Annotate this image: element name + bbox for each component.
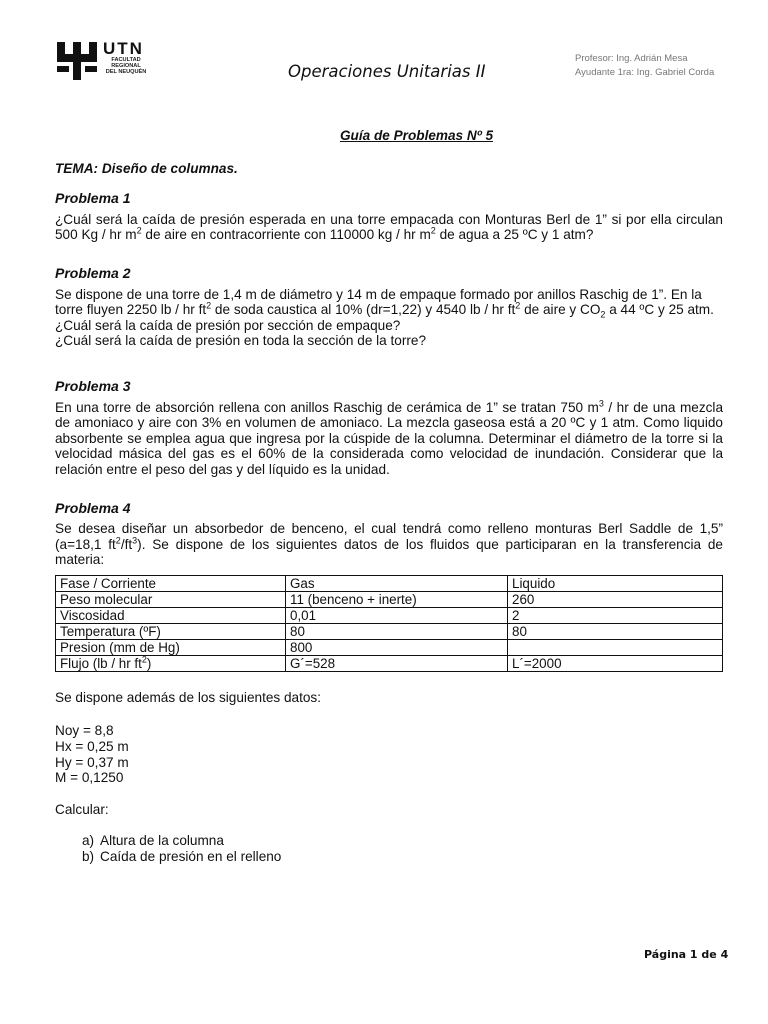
parameter-line: M = 0,1250 bbox=[55, 770, 124, 786]
table-cell: 80 bbox=[286, 623, 508, 639]
problem-2-text: Se dispone de una torre de 1,4 m de diámetro y 14 m de empaque formado por anillos Raschig de 1”. En la torre fluyen 2250 lb / hr $ft^2$ de soda caustica al 10% (dr=1,22) y 4540 lb / hr $ft^2$ de aire y $CO_2$ a 44 ºC y 25 atm. bbox=[55, 286, 714, 320]
topic-line: TEMA: Diseño de columnas. bbox=[55, 160, 238, 176]
list-item bbox=[83, 833, 723, 849]
table-row bbox=[56, 655, 723, 671]
task-text: Caída de presión en el relleno bbox=[100, 849, 282, 865]
table-cell: Peso molecular bbox=[56, 591, 286, 607]
table-cell: Temperatura (ºF) bbox=[56, 623, 286, 639]
parameter-line: Hx = 0,25 m bbox=[55, 739, 129, 755]
table-cell bbox=[508, 639, 723, 655]
table-row bbox=[56, 607, 723, 623]
table-cell: 260 bbox=[508, 591, 723, 607]
table-cell: 800 bbox=[286, 639, 508, 655]
professor-line: Profesor: Ing. Adrián Mesa bbox=[575, 53, 688, 64]
staff-block bbox=[575, 52, 714, 80]
table-row bbox=[56, 639, 723, 655]
table-cell: Gas bbox=[286, 575, 508, 591]
problem-1-text: ¿Cuál será la caída de presión esperada en una torre empacada con Monturas Berl de 1” si por ella circulan 500 Kg / hr $m^2$ de aire en contracorriente con 110000 kg / hr $m^2$ de agua a 25 ºC y 1 atm? bbox=[55, 211, 723, 243]
assistant-line: Ayudante 1ra: Ing. Gabriel Corda bbox=[575, 67, 715, 78]
table-cell: Fase / Corriente bbox=[56, 575, 286, 591]
list-marker: b) bbox=[82, 849, 95, 865]
problem-3-heading: Problema 3 bbox=[55, 377, 131, 394]
problem-2-heading: Problema 2 bbox=[55, 264, 131, 281]
fluid-data-table bbox=[55, 575, 723, 672]
table-cell: 0,01 bbox=[286, 607, 508, 623]
table-cell: 80 bbox=[508, 623, 723, 639]
table-cell: L´=2000 bbox=[508, 655, 723, 671]
calculate-label: Calcular: bbox=[55, 801, 109, 817]
logo-subtitle-line: DEL NEUQUÉN bbox=[105, 69, 147, 76]
problem-2-question: ¿Cuál será la caída de presión por sección de empaque? bbox=[55, 317, 401, 333]
document-title: Operaciones Unitarias II bbox=[288, 62, 486, 81]
table-cell: Liquido bbox=[508, 575, 723, 591]
table-cell: 2 bbox=[508, 607, 723, 623]
table-cell: Flujo (lb / hr $ft^2$) bbox=[56, 655, 286, 671]
table-row bbox=[56, 623, 723, 639]
table-cell: Viscosidad bbox=[56, 607, 286, 623]
table-row bbox=[56, 591, 723, 607]
task-text: Altura de la columna bbox=[100, 833, 224, 849]
problem-4-intro: Se desea diseñar un absorbedor de benceno, el cual tendrá como relleno monturas Berl Saddle de 1,5” (a=18,1 $ft^2/ft^3$). Se dispone de los siguientes datos de los fluidos que participaran en la transferencia de materia: bbox=[55, 521, 723, 568]
logo-subtitle-line: FACULTAD bbox=[111, 57, 141, 63]
document-body bbox=[55, 128, 723, 865]
table-cell: G´=528 bbox=[286, 655, 508, 671]
additional-data-intro: Se dispone además de los siguientes datos: bbox=[55, 689, 322, 705]
table-header-row bbox=[56, 575, 723, 591]
problem-1-heading: Problema 1 bbox=[55, 190, 131, 207]
logo-subtitle-line: REGIONAL bbox=[111, 63, 141, 70]
problem-4-heading: Problema 4 bbox=[55, 499, 131, 516]
list-marker: a) bbox=[82, 833, 95, 849]
problem-3-text: En una torre de absorción rellena con anillos Raschig de cerámica de 1” se tratan 750 $m^3$ / hr de una mezcla de amoniaco y aire con 3% en volumen de amoniaco. La mezcla gaseosa está a 20 ºC y 1 atm. Como liquido absorbente se emplea agua que ingresa por la cúspide de la columna. Determinar el diámetro de la torre si la velocidad másica del gas es el 60% de la considerada como velocidad de inundación. Considerar que la relación entre el peso del gas y del líquido es la unidad. bbox=[55, 398, 724, 477]
table-cell: Presion (mm de Hg) bbox=[56, 639, 286, 655]
page-number: Página 1 de 4 bbox=[644, 948, 729, 961]
logo-name: UTN bbox=[103, 39, 144, 58]
parameter-list bbox=[55, 723, 723, 785]
logo-text-block bbox=[103, 40, 149, 76]
guide-title: Guía de Problemas Nº 5 bbox=[339, 128, 494, 143]
problem-2-question: ¿Cuál será la caída de presión en toda la sección de la torre? bbox=[55, 333, 427, 349]
task-list bbox=[55, 833, 723, 864]
parameter-line: Noy = 8,8 bbox=[55, 723, 114, 739]
table-cell: 11 (benceno + inerte) bbox=[286, 591, 508, 607]
parameter-line: Hy = 0,37 m bbox=[55, 754, 129, 770]
list-item bbox=[83, 849, 723, 865]
utn-logo bbox=[55, 40, 165, 82]
utn-emblem-icon bbox=[55, 40, 99, 82]
